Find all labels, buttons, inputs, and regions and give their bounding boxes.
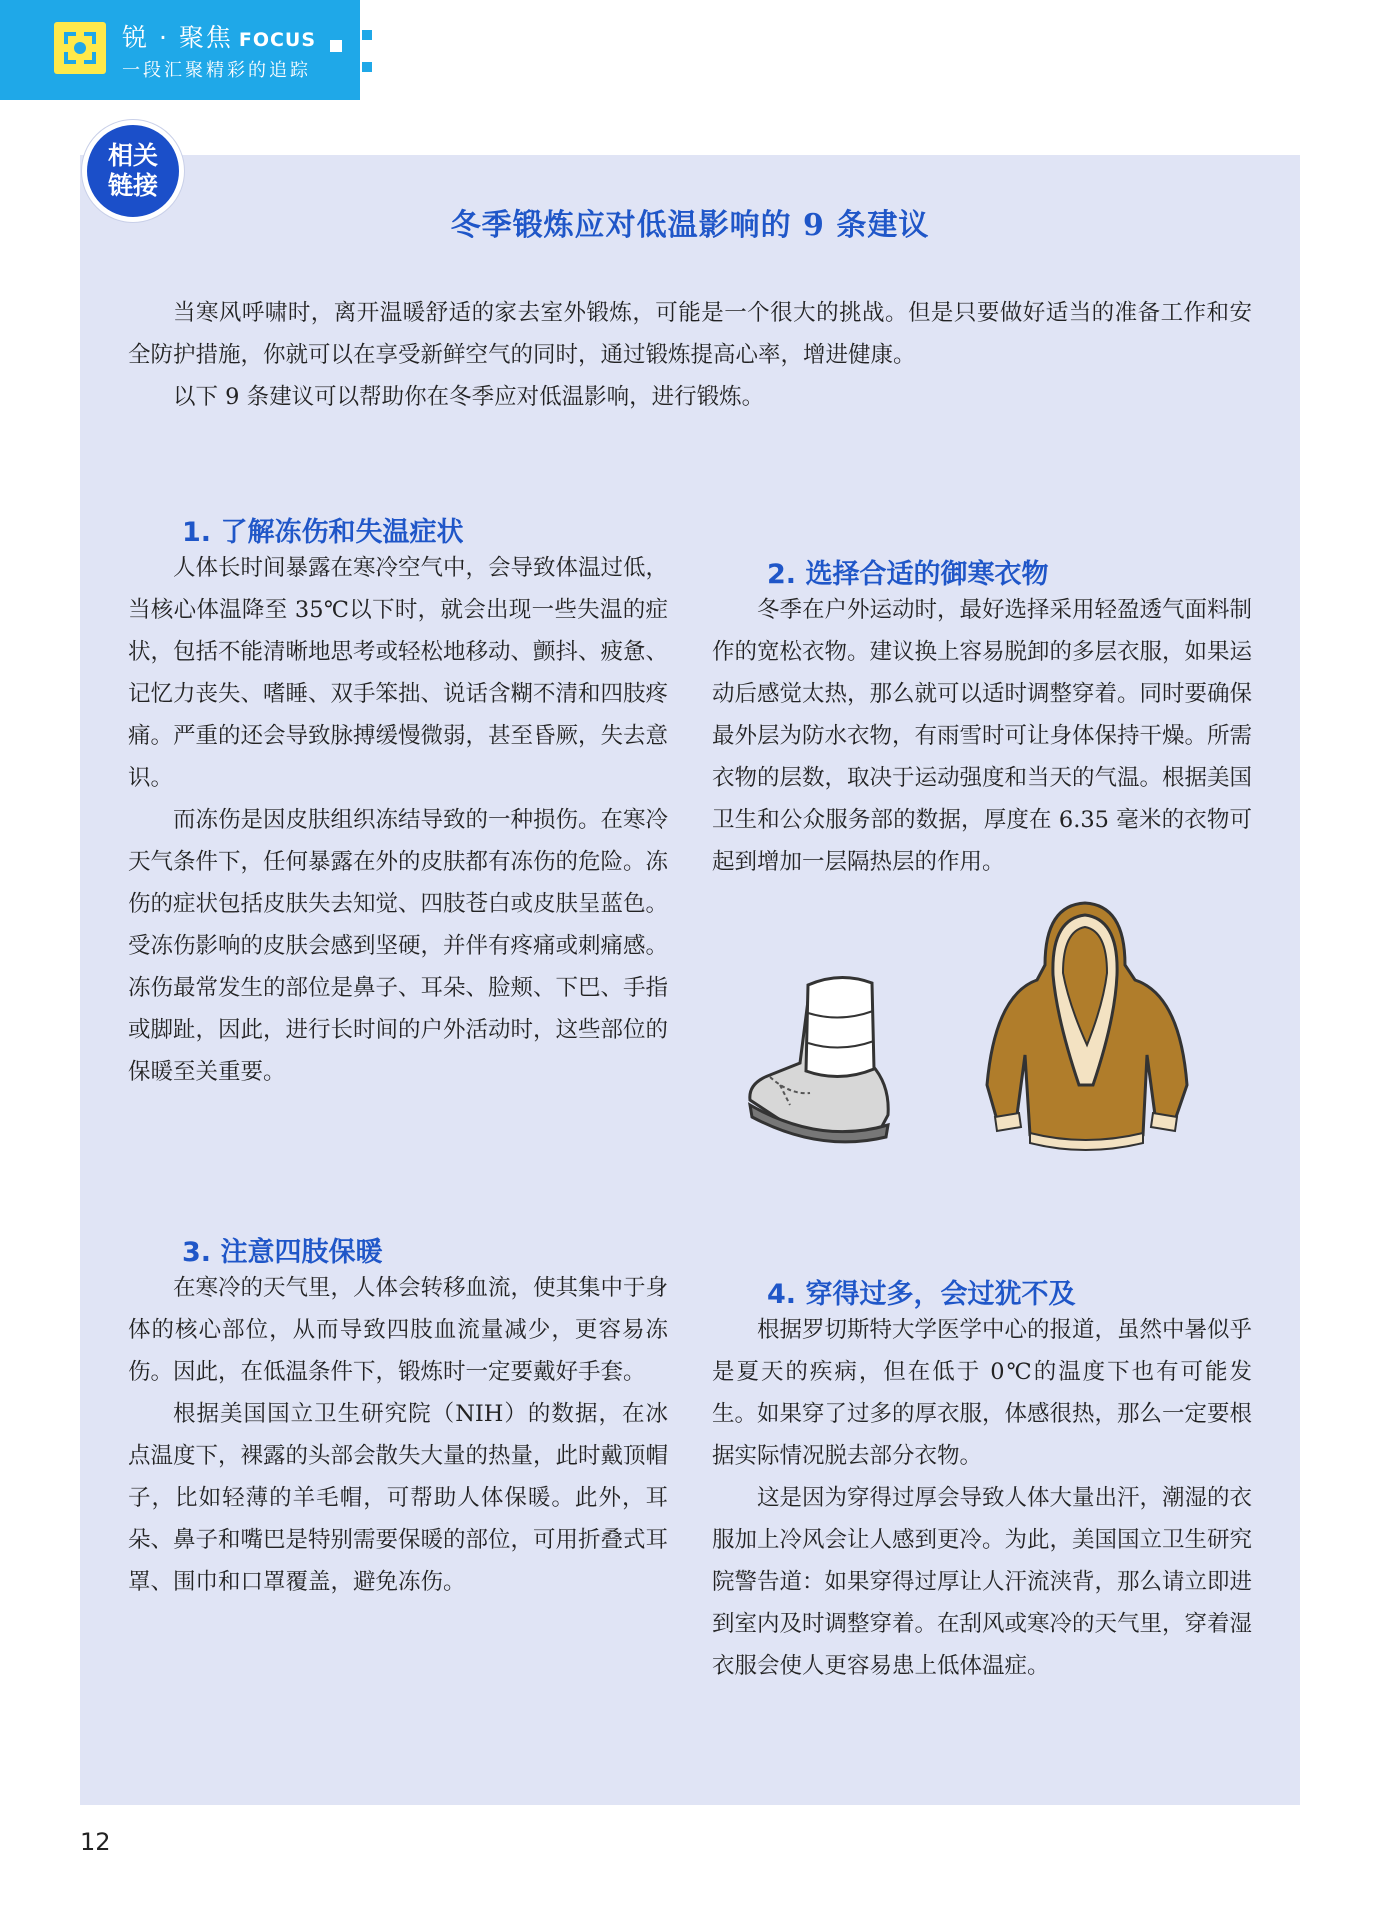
decor-pixel [330, 40, 342, 52]
snow-boot-icon [740, 965, 910, 1150]
section-paragraph: 这是因为穿得过厚会导致人体大量出汗，潮湿的衣服加上冷风会让人感到更冷。为此，美国国立卫生研究院警告道：如果穿得过厚让人汗流浃背，那么请立即进到室内及时调整穿着。在刮风或寒冷的天气里，穿着湿衣服会使人更容易患上低体温症。 [712, 1485, 1253, 1679]
section-2-body [712, 589, 1252, 883]
section-3-body [128, 1267, 668, 1603]
decor-pixel [344, 82, 358, 96]
section-1-body [128, 547, 668, 1093]
section-2-title: 2. 选择合适的御寒衣物 [767, 559, 1049, 590]
section-3-title: 3. 注意四肢保暖 [182, 1237, 383, 1268]
section-paragraph: 根据美国国立卫生研究院（NIH）的数据，在冰点温度下，裸露的头部会散失大量的热量，此时戴顶帽子，比如轻薄的羊毛帽，可帮助人体保暖。此外，耳朵、鼻子和嘴巴是特别需要保暖的部位，可用折叠式耳罩、围巾和口罩覆盖，避免冻伤。 [128, 1401, 669, 1595]
section-paragraph: 根据罗切斯特大学医学中心的报道，虽然中暑似乎是夏天的疾病，但在低于 0℃的温度下也有可能发生。如果穿了过多的厚衣服，体感很热，那么一定要根据实际情况脱去部分衣物。 [712, 1317, 1253, 1469]
header-banner [0, 0, 360, 100]
section-1-title: 1. 了解冻伤和失温症状 [182, 517, 464, 548]
section-paragraph: 在寒冷的天气里，人体会转移血流，使其集中于身体的核心部位，从而导致四肢血流量减少，更容易冻伤。因此，在低温条件下，锻炼时一定要戴好手套。 [128, 1275, 669, 1385]
focus-logo-icon [54, 22, 106, 74]
intro-text [128, 292, 1252, 418]
header-subtitle: 一段汇聚精彩的追踪 [122, 60, 311, 81]
article-title: 冬季锻炼应对低温影响的 9 条建议 [450, 208, 930, 243]
winter-jacket-icon [975, 895, 1200, 1160]
header-title: 锐 · 聚焦 FOCUS [122, 23, 317, 52]
section-paragraph: 冬季在户外运动时，最好选择采用轻盈透气面料制作的宽松衣物。建议换上容易脱卸的多层衣服，如果运动后感觉太热，那么就可以适时调整穿着。同时要确保最外层为防水衣物，有雨雪时可让身体保持干燥。所需衣物的层数，取决于运动强度和当天的气温。根据美国卫生和公众服务部的数据，厚度在 6.35 毫米的衣物可起到增加一层隔热层的作用。 [712, 597, 1253, 875]
decor-pixel [362, 30, 372, 40]
intro-paragraph: 当寒风呼啸时，离开温暖舒适的家去室外锻炼，可能是一个很大的挑战。但是只要做好适当的准备工作和安全防护措施，你就可以在享受新鲜空气的同时，通过锻炼提高心率，增进健康。 [128, 300, 1252, 368]
decor-pixel [344, 6, 358, 20]
section-paragraph: 而冻伤是因皮肤组织冻结导致的一种损伤。在寒冷天气条件下，任何暴露在外的皮肤都有冻伤的危险。冻伤的症状包括皮肤失去知觉、四肢苍白或皮肤呈蓝色。受冻伤影响的皮肤会感到坚硬，并伴有疼痛或刺痛感。冻伤最常发生的部位是鼻子、耳朵、脸颊、下巴、手指或脚趾，因此，进行长时间的户外活动时，这些部位的保暖至关重要。 [128, 807, 669, 1085]
section-4-title: 4. 穿得过多，会过犹不及 [767, 1279, 1076, 1310]
related-links-badge: 相关 链接 [82, 120, 184, 222]
section-paragraph: 人体长时间暴露在寒冷空气中，会导致体温过低，当核心体温降至 35℃以下时，就会出现一些失温的症状，包括不能清晰地思考或轻松地移动、颤抖、疲惫、记忆力丧失、嗜睡、双手笨拙、说话含糊不清和四肢疼痛。严重的还会导致脉搏缓慢微弱，甚至昏厥，失去意识。 [128, 555, 669, 791]
section-4-body [712, 1309, 1252, 1687]
decor-pixel [362, 62, 372, 72]
page-number: 12 [80, 1828, 111, 1856]
intro-paragraph: 以下 9 条建议可以帮助你在冬季应对低温影响，进行锻炼。 [173, 384, 765, 410]
